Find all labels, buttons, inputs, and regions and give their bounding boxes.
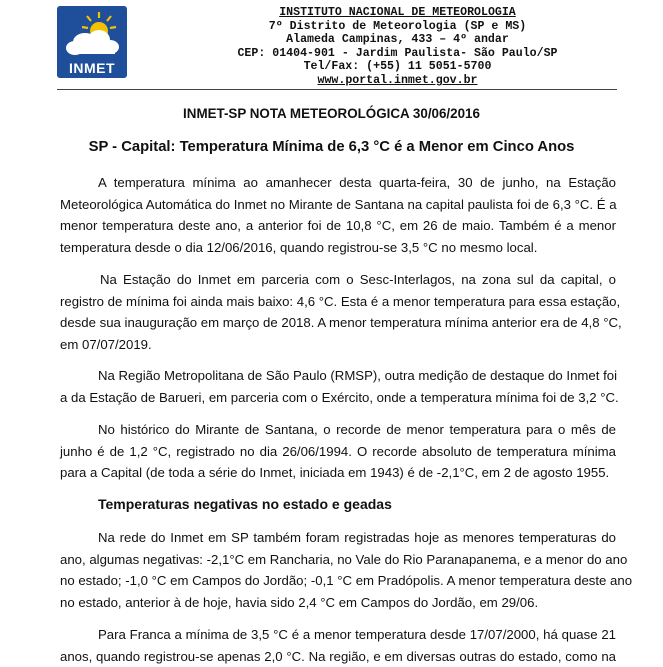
paragraph-line: menor temperatura deste ano, a anterior foi de 10,8 °C, em 26 de maio. Também é a menor bbox=[60, 218, 616, 234]
paragraph-line: anos, quando registrou-se apenas 2,0 °C. Na região, e em diversas outras do estado, como na bbox=[60, 648, 616, 664]
website-link[interactable]: www.portal.inmet.gov.br bbox=[317, 73, 478, 87]
paragraph-line: Na rede do Inmet em SP também foram registradas hoje as menores temperaturas do bbox=[98, 530, 616, 545]
section-heading: Temperaturas negativas no estado e geadas bbox=[98, 496, 392, 512]
cep-line: CEP: 01404-901 - Jardim Paulista- São Paulo/SP bbox=[237, 46, 558, 60]
paragraph-line: em 07/07/2019. bbox=[60, 336, 152, 352]
paragraph-line: Na Região Metropolitana de São Paulo (RMSP), outra medição de destaque do Inmet foi bbox=[98, 368, 618, 383]
letterhead bbox=[0, 0, 663, 100]
address-line: Alameda Campinas, 433 – 4º andar bbox=[286, 33, 509, 47]
paragraph-line: temperatura desde o dia 12/06/2016, quando registrou-se 3,5 °C no mesmo local. bbox=[60, 239, 538, 255]
paragraph-line: no estado; -1,0 °C em Campos do Jordão; -0,1 °C em Pradópolis. A menor temperatura deste ano bbox=[60, 573, 633, 589]
paragraph-line: A temperatura mínima ao amanhecer desta quarta-feira, 30 de junho, na Estação bbox=[98, 175, 616, 190]
paragraph-5 bbox=[60, 527, 633, 613]
paragraph-line: Na Estação do Inmet em parceria com o Sesc-Interlagos, na zona sul da capital, o bbox=[100, 272, 616, 287]
paragraph-2 bbox=[60, 269, 622, 355]
main-title: SP - Capital: Temperatura Mínima de 6,3 °C é a Menor em Cinco Anos bbox=[88, 139, 575, 155]
paragraph-line: No histórico do Mirante de Santana, o recorde de menor temperatura para o mês de bbox=[98, 422, 616, 437]
paragraph-line: junho é de 1,2 °C, registrado no dia 26/06/1994. O recorde absoluto de temperatura mínima bbox=[60, 443, 616, 459]
paragraph-line: Meteorológica Automática do Inmet no Mirante de Santana na capital paulista foi de 6,3 °C. É a bbox=[60, 196, 617, 212]
phone-line: Tel/Fax: (+55) 11 5051-5700 bbox=[303, 60, 492, 74]
paragraph-line: Para Franca a mínima de 3,5 °C é a menor temperatura desde 17/07/2000, há quase 21 bbox=[98, 627, 616, 642]
paragraph-1 bbox=[60, 172, 616, 258]
paragraph-3 bbox=[60, 365, 619, 408]
paragraph-4 bbox=[60, 419, 616, 484]
logo-text: INMET bbox=[68, 60, 116, 76]
header-divider bbox=[57, 89, 617, 90]
institution-block bbox=[200, 6, 595, 88]
paragraph-line: a da Estação de Barueri, em parceria com o Exército, onde a temperatura mínima foi de 3,2 °C. bbox=[60, 389, 619, 405]
paragraph-line: no estado, anterior à de hoje, havia sido 2,4 °C em Campos do Jordão, em 29/06. bbox=[60, 594, 539, 610]
paragraph-line: para a Capital (de toda a série do Inmet, iniciada em 1943) é de -2,1°C, em 2 de agosto 1955. bbox=[60, 465, 610, 481]
note-title: INMET-SP NOTA METEOROLÓGICA 30/06/2016 bbox=[183, 106, 480, 121]
paragraph-line: desde sua inauguração em março de 2018. A menor temperatura mínima anterior era de 4,8 °C, bbox=[60, 315, 622, 331]
district-line: 7º Distrito de Meteorologia (SP e MS) bbox=[268, 19, 527, 33]
paragraph-line: registro de mínima foi ainda mais baixo: 4,6 °C. Esta é a menor temperatura para essa estação, bbox=[60, 293, 621, 309]
paragraph-line: ano, algumas negativas: -2,1°C em Rancharia, no Vale do Rio Paranapanema, e a menor do ano bbox=[60, 551, 628, 567]
inmet-logo bbox=[57, 6, 127, 78]
institution-name: INSTITUTO NACIONAL DE METEOROLOGIA bbox=[279, 6, 516, 19]
